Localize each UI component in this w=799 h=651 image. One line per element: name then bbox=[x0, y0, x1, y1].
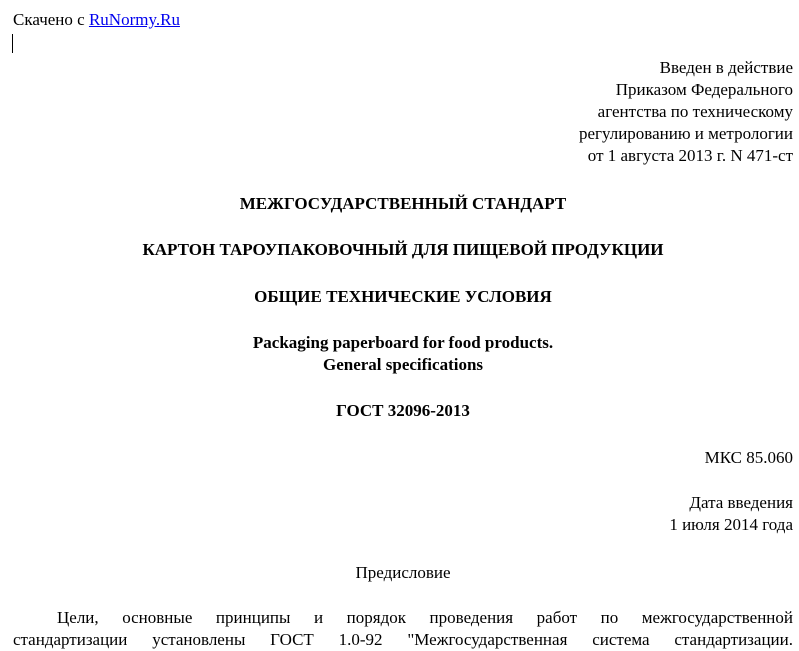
enactment-block bbox=[579, 57, 793, 167]
enactment-line: от 1 августа 2013 г. N 471-ст bbox=[587, 146, 793, 165]
introduction-date-value: 1 июля 2014 года bbox=[669, 515, 793, 534]
english-title bbox=[0, 332, 799, 376]
source-link[interactable]: RuNormy.Ru bbox=[88, 10, 180, 29]
enactment-line: агентства по техническому bbox=[597, 102, 793, 121]
preface-line: стандартизации установлены ГОСТ 1.0-92 "Межгосударственная система стандартизации. bbox=[13, 630, 793, 649]
mks-code: МКС 85.060 bbox=[704, 448, 793, 467]
enactment-line: регулированию и метрологии bbox=[578, 124, 793, 143]
preface-line: Цели, основные принципы и порядок проведения работ по межгосударственной bbox=[57, 608, 793, 627]
english-title-line2: General specifications bbox=[322, 355, 484, 374]
text-cursor bbox=[12, 34, 13, 53]
enactment-line: Приказом Федерального bbox=[615, 80, 793, 99]
source-line bbox=[13, 9, 180, 31]
document-subtitle: ОБЩИЕ ТЕХНИЧЕСКИЕ УСЛОВИЯ bbox=[254, 287, 552, 306]
preface-heading: Предисловие bbox=[355, 563, 451, 582]
preface-paragraph bbox=[13, 607, 793, 651]
standard-type: МЕЖГОСУДАРСТВЕННЫЙ СТАНДАРТ bbox=[239, 194, 567, 213]
introduction-date bbox=[669, 492, 793, 536]
english-title-line1: Packaging paperboard for food products. bbox=[252, 333, 554, 352]
standard-number: ГОСТ 32096-2013 bbox=[336, 401, 470, 420]
enactment-line: Введен в действие bbox=[659, 58, 793, 77]
document-title: КАРТОН ТАРОУПАКОВОЧНЫЙ ДЛЯ ПИЩЕВОЙ ПРОДУКЦИИ bbox=[142, 240, 664, 259]
introduction-date-label: Дата введения bbox=[689, 493, 793, 512]
source-prefix: Скачено с bbox=[13, 10, 89, 29]
